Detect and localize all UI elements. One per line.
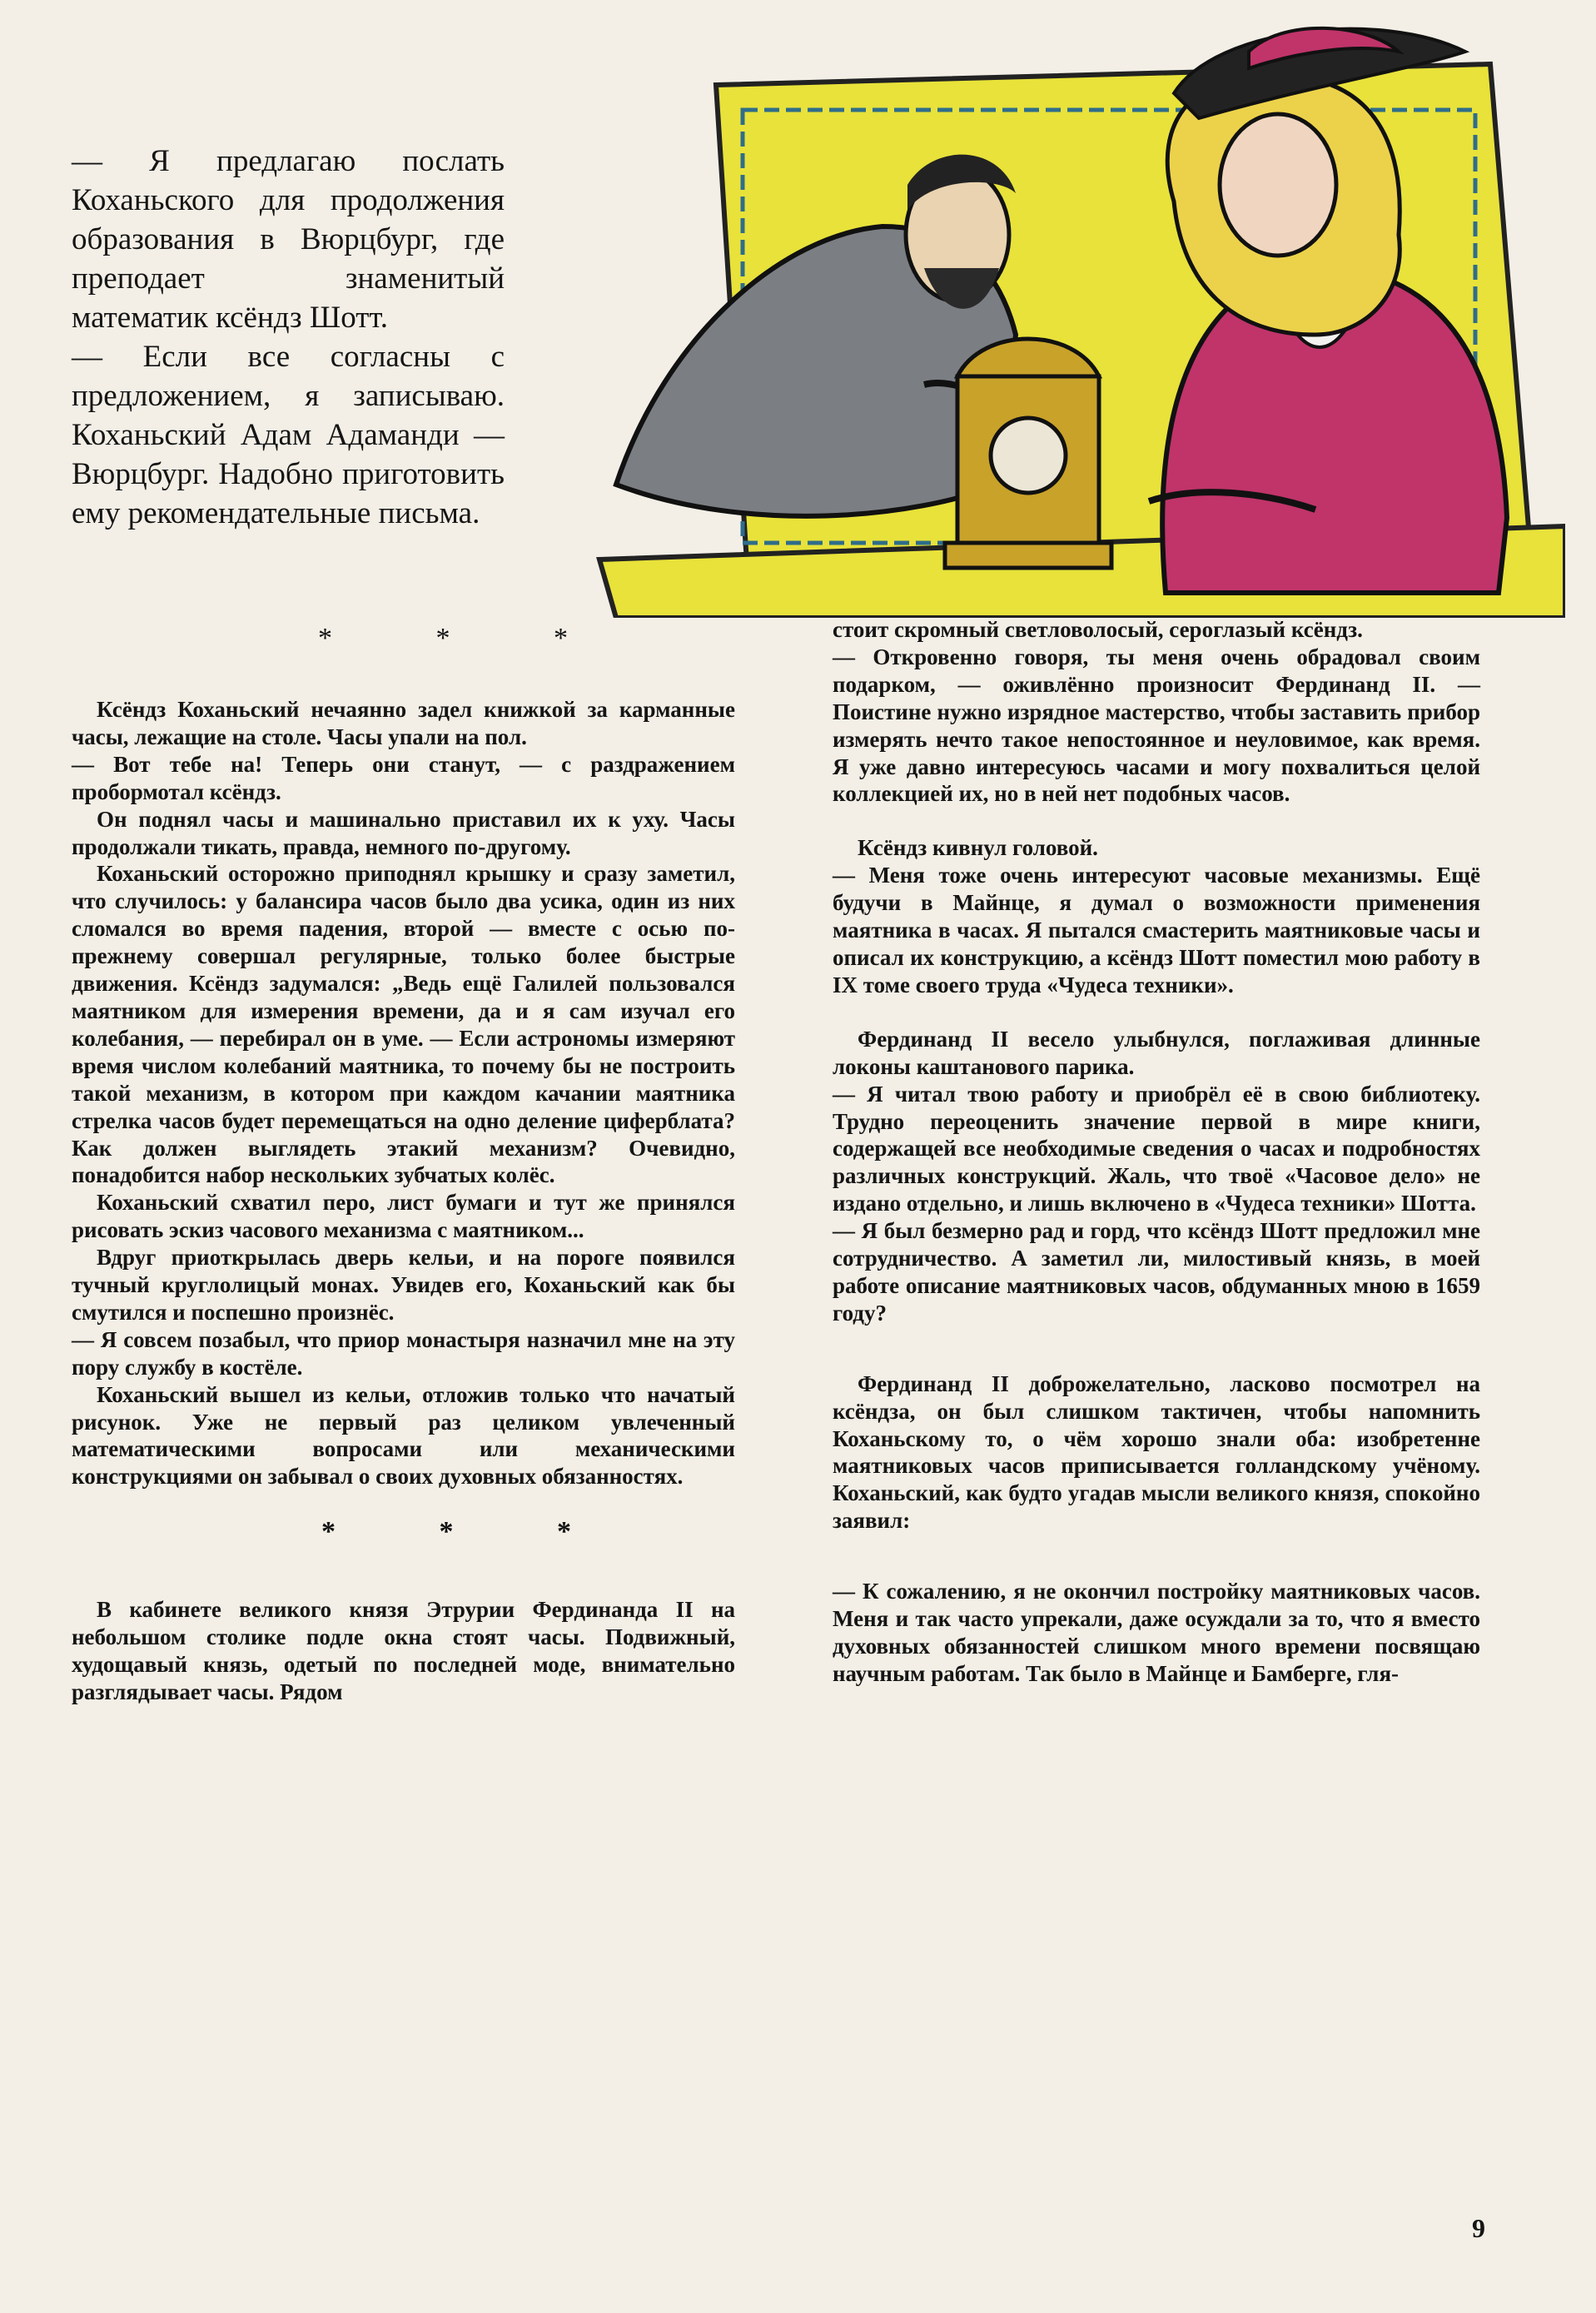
illustration-ferdinand-and-priest xyxy=(566,18,1565,618)
paragraph: В кабинете великого князя Этрурии Фердинанда II на небольшом столике подле окна стоят часы. Подвижный, худощавый князь, одетый по последней моде, внимательно разглядывает часы. Рядом xyxy=(72,1597,735,1704)
paragraph: стоит скромный светловолосый, сероглазый ксёндз. xyxy=(833,617,1363,642)
paragraph: — Я совсем позабыл, что приор монастыря назначил мне на эту пору службу в костёле. xyxy=(72,1326,735,1380)
paragraph: — Я был безмерно рад и горд, что ксёндз Шотт предложил мне сотрудничество. А заметил ли, милостивый князь, в моей работе описание маятниковых часов, обдуманных мною в 1659 году? xyxy=(833,1218,1480,1326)
paragraph: Фердинанд II весело улыбнулся, поглаживая длинные локоны каштанового парика. xyxy=(833,1026,1480,1079)
paragraph: — Откровенно говоря, ты меня очень обрадовал своим подарком, — оживлённо произносит Фердинанд II. — Поистине нужно изрядное мастерство, чтобы заставить прибор измерять нечто такое непостоянное и неуловимое, как время. Я уже давно интересуюсь часами и могу похвалиться целой коллекцией их, но в ней нет подобных часов. xyxy=(833,644,1480,807)
paragraph: Ксёндз Коханьский нечаянно задел книжкой за карманные часы, лежащие на столе. Часы упали на пол. xyxy=(72,697,735,749)
right-column xyxy=(833,616,1480,1688)
paragraph: — Вот тебе на! Теперь они станут, — с раздражением пробормотал ксёндз. xyxy=(72,751,735,804)
paragraph: Ксёндз кивнул головой. xyxy=(858,835,1098,861)
paragraph: Фердинанд II доброжелательно, ласково посмотрел на ксёндза, он был слишком тактичен, чтобы напомнить Коханьскому то, о чём хорошо знали оба: изобретенне маятниковых часов приписывается голландскому учёному. Коханьский, как будто угадав мысли великого князя, спокойно заявил: xyxy=(833,1370,1480,1534)
paragraph: Коханьский осторожно приподнял крышку и сразу заметил, что случилось: у балансира часов было два усика, один из них сломался во время падения, второй — вместе с осью по-прежнему совершал регулярные, только более быстрые движения. Ксёндз задумался: „Ведь ещё Галилей пользовался маятником для измерения времени, да и я сам изучал его колебания, — перебирал он в уме. — Если астрономы измеряют время числом колебаний маятника, то почему бы не построить такой механизм, в котором при каждом качании маятника стрелка часов будет перемещаться на одно деление циферблата? Как должен выглядеть этакий механизм? Очевидно, понадобится набор нескольких зубчатых колёс. xyxy=(72,861,735,1188)
intro-dialogue xyxy=(72,142,505,533)
intro-paragraph: — Я предлагаю послать Коханьского для продолжения образования в Вюрцбург, где преподает знаменитый математик ксёндз Шотт. xyxy=(72,144,505,335)
paragraph: Он поднял часы и машинально приставил их к уху. Часы продолжали тикать, правда, немного по-другому. xyxy=(72,806,735,859)
section-separator: * * * xyxy=(318,623,616,654)
left-column xyxy=(72,696,735,1706)
paragraph: — Я читал твою работу и приобрёл её в свою библиотеку. Трудно переоценить значение первой в мире книги, содержащей все необходимые сведения о часах и подробностях различных конструкций. Жаль, что твоё «Часовое дело» не издано отдельно, и лишь включено в «Чудеса техники» Шотта. xyxy=(833,1081,1480,1216)
page-number: 9 xyxy=(1472,2213,1485,2243)
paragraph: Коханьский вышел из кельи, отложив только что начатый рисунок. Уже не первый раз целиком увлеченный математическими вопросами или механическими конструкциями он забывал о своих духовных обязанностях. xyxy=(72,1381,735,1490)
paragraph: Коханьский схватил перо, лист бумаги и тут же принялся рисовать эскиз часового механизма с маятником... xyxy=(72,1190,735,1243)
paragraph: — Меня тоже очень интересуют часовые механизмы. Ещё будучи в Майнце, я думал о возможности применения маятника в часах. Я пытался смастерить маятниковые часы и описал их конструкцию, а ксёндз Шотт поместил мою работу в IX томе своего труда «Чудеса техники». xyxy=(833,863,1480,997)
paragraph: Вдруг приоткрылась дверь кельи, и на пороге появился тучный круглолицый монах. Увидев его, Коханьский как бы смутился и поспешно произнёс. xyxy=(72,1245,735,1325)
paragraph: — К сожалению, я не окончил постройку маятниковых часов. Меня и так часто упрекали, даже осуждали за то, что я вместо духовных обязанностей слишком много времени посвящаю научным работам. Так было в Майнце и Бамберге, гля- xyxy=(833,1579,1480,1686)
intro-paragraph: — Если все согласны с предложением, я записываю. Коханьский Адам Адаманди — Вюрцбург. Надобно приготовить ему рекомендательные письма. xyxy=(72,340,505,530)
section-separator: * * * xyxy=(321,1516,619,1548)
